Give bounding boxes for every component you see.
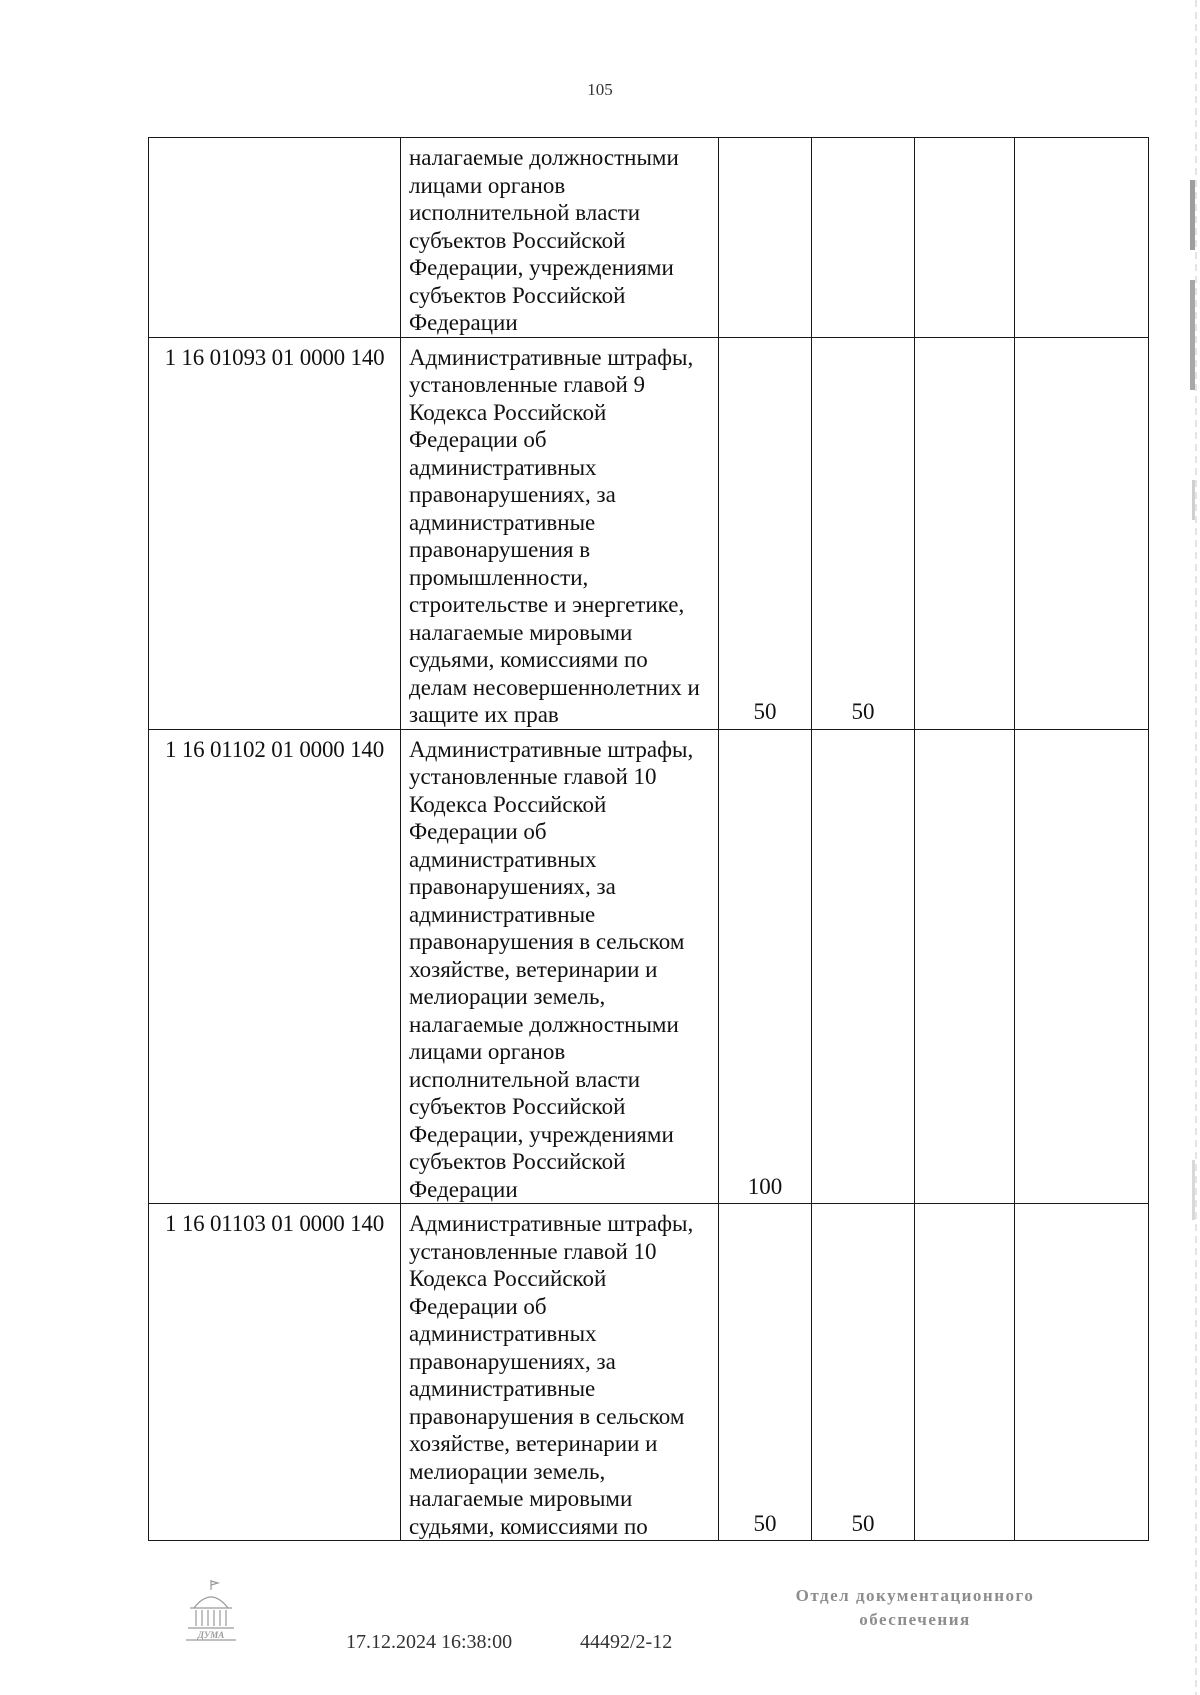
description-cell xyxy=(401,729,719,1204)
stamp-line: обеспечения xyxy=(859,1610,971,1629)
description-line: Федерации, учреждениями xyxy=(409,255,674,280)
description-line: делам несовершеннолетних и xyxy=(409,674,700,700)
footer-datetime: 17.12.2024 16:38:00 xyxy=(346,1631,513,1653)
description-line: судьями, комиссиями по xyxy=(409,1513,648,1539)
description-line: установленные главой 10 xyxy=(409,764,657,789)
description-line: правонарушения в сельском xyxy=(409,1403,685,1429)
amount-cell-col3 xyxy=(719,138,812,338)
budget-code-cell xyxy=(149,138,401,338)
department-stamp xyxy=(760,1584,1070,1632)
scan-edge-artifact xyxy=(1184,0,1200,1695)
description-line: лицами органов xyxy=(409,1039,566,1064)
duma-logo xyxy=(180,1578,242,1644)
description-line: установленные главой 9 xyxy=(409,372,646,397)
amount-cell-col4: 50 xyxy=(812,337,915,729)
description-line: правонарушениях, за xyxy=(409,1348,616,1374)
description-line: субъектов Российской xyxy=(409,282,626,308)
description-line: исполнительной власти xyxy=(409,1066,641,1092)
description-line: правонарушения в xyxy=(409,537,591,562)
description-line: Кодекса Российской xyxy=(409,791,607,817)
footer-doc-number: 44492/2-12 xyxy=(580,1631,673,1653)
description-line: Федерации, учреждениями xyxy=(409,1121,674,1147)
description-line: Федерации об xyxy=(409,1293,547,1319)
table-row xyxy=(149,1204,1149,1541)
budget-code-cell: 1 16 01102 01 0000 140 xyxy=(149,729,401,1204)
page-number: 105 xyxy=(587,80,613,99)
description-line: Административные штрафы, xyxy=(409,1211,694,1236)
description-line: мелиорации земель, xyxy=(409,984,606,1009)
amount-cell-col5 xyxy=(915,337,1015,729)
description-line: установленные главой 10 xyxy=(409,1238,657,1264)
description-line: хозяйстве, ветеринарии и xyxy=(409,1431,658,1456)
amount-cell-col6 xyxy=(1015,138,1149,338)
description-line: хозяйстве, ветеринарии и xyxy=(409,956,658,982)
description-line: Федерации об xyxy=(409,819,547,844)
description-line: административные xyxy=(409,1376,596,1401)
description-line: правонарушениях, за xyxy=(409,874,616,899)
description-line: административных xyxy=(409,846,597,872)
description-line: административные xyxy=(409,901,596,927)
amount-cell-col5 xyxy=(915,138,1015,338)
amount-cell-col4: 50 xyxy=(812,1204,915,1541)
amount-cell-col6 xyxy=(1015,729,1149,1204)
amount-cell-col3: 50 xyxy=(719,337,812,729)
description-line: промышленности, xyxy=(409,564,589,590)
amount-cell-col6 xyxy=(1015,1204,1149,1541)
description-line: исполнительной власти xyxy=(409,200,641,225)
description-line: судьями, комиссиями по xyxy=(409,647,648,672)
description-line: субъектов Российской xyxy=(409,1149,626,1174)
amount-cell-col4 xyxy=(812,138,915,338)
description-line: субъектов Российской xyxy=(409,1094,626,1119)
description-line: налагаемые мировыми xyxy=(409,619,633,645)
description-line: строительстве и энергетике, xyxy=(409,592,685,617)
description-line: налагаемые должностными xyxy=(409,145,679,170)
duma-logo-text: ДУМА xyxy=(197,1630,225,1640)
description-line: Федерации xyxy=(409,310,518,335)
amount-cell-col5 xyxy=(915,729,1015,1204)
description-cell xyxy=(401,138,719,338)
table-row xyxy=(149,729,1149,1204)
description-line: налагаемые должностными xyxy=(409,1011,679,1037)
description-line: административные xyxy=(409,509,596,535)
description-line: субъектов Российской xyxy=(409,227,626,253)
description-line: лицами органов xyxy=(409,172,566,198)
description-line: Федерации xyxy=(409,1176,518,1202)
description-line: Административные штрафы, xyxy=(409,736,694,762)
description-line: правонарушениях, за xyxy=(409,482,616,507)
description-cell xyxy=(401,1204,719,1541)
description-line: Кодекса Российской xyxy=(409,1266,607,1291)
description-cell xyxy=(401,337,719,729)
budget-code-cell: 1 16 01103 01 0000 140 xyxy=(149,1204,401,1541)
description-line: Кодекса Российской xyxy=(409,399,607,425)
description-line: административных xyxy=(409,1321,597,1346)
description-line: защите их прав xyxy=(409,702,559,727)
description-line: Федерации об xyxy=(409,427,547,452)
description-line: административных xyxy=(409,454,597,480)
fines-table xyxy=(148,137,1149,1541)
fines-table-body xyxy=(149,138,1149,1541)
amount-cell-col4 xyxy=(812,729,915,1204)
description-line: Административные штрафы, xyxy=(409,344,694,370)
description-line: правонарушения в сельском xyxy=(409,929,685,954)
amount-cell-col3: 100 xyxy=(719,729,812,1204)
description-line: налагаемые мировыми xyxy=(409,1486,633,1511)
amount-cell-col5 xyxy=(915,1204,1015,1541)
amount-cell-col3: 50 xyxy=(719,1204,812,1541)
table-row xyxy=(149,337,1149,729)
budget-code-cell: 1 16 01093 01 0000 140 xyxy=(149,337,401,729)
table-row xyxy=(149,138,1149,338)
amount-cell-col6 xyxy=(1015,337,1149,729)
description-line: мелиорации земель, xyxy=(409,1458,606,1484)
stamp-line: Отдел документационного xyxy=(795,1586,1035,1605)
